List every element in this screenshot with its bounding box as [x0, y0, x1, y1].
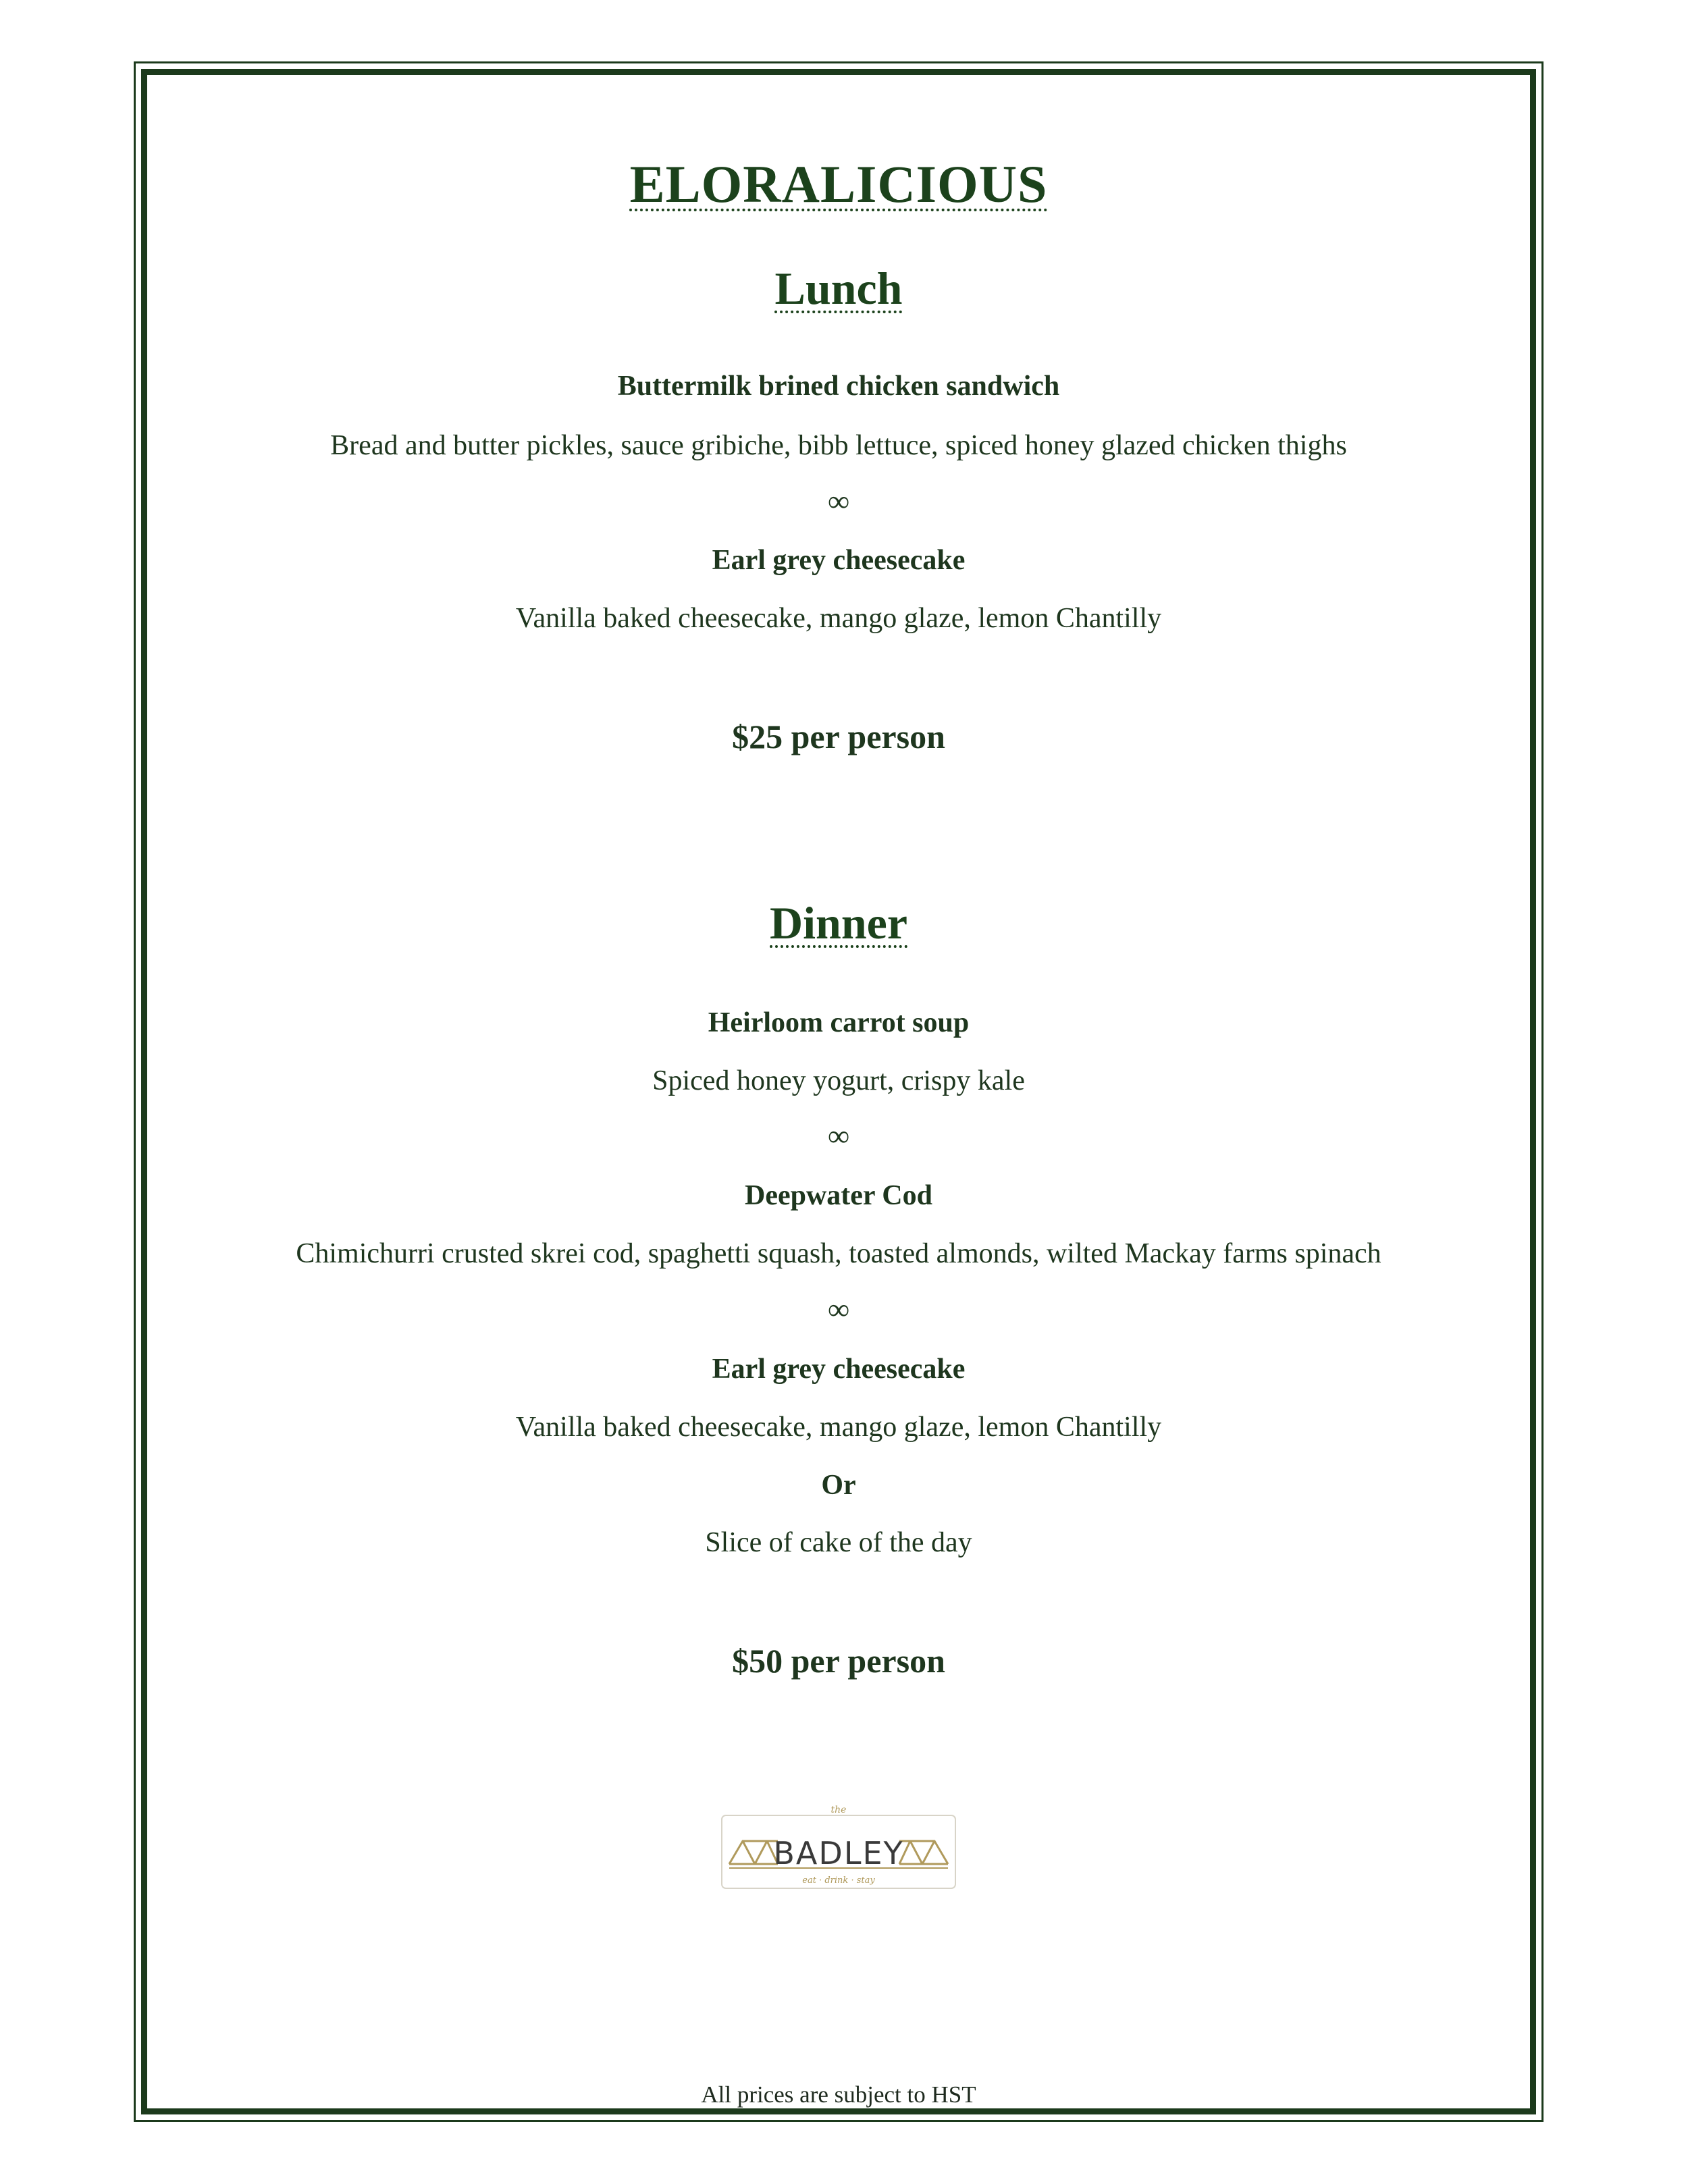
lunch-main-name: Buttermilk brined chicken sandwich [617, 371, 1060, 402]
menu-page [147, 75, 1530, 2108]
menu-title [147, 154, 1530, 215]
lunch-heading [147, 262, 1530, 315]
dinner-heading-text: Dinner [770, 897, 907, 949]
menu-title-text: ELORALICIOUS [629, 155, 1048, 213]
dinner-alt-dessert: Slice of cake of the day [705, 1527, 972, 1558]
lunch-price: $25 per person [732, 718, 945, 755]
lunch-dessert-desc: Vanilla baked cheesecake, mango glaze, lemon Chantilly [515, 603, 1162, 634]
lunch-main-desc: Bread and butter pickles, sauce gribiche, bibb lettuce, spiced honey glazed chicken thighs [330, 430, 1347, 461]
dinner-separator-2: ∞ [828, 1293, 849, 1326]
lunch-heading-text: Lunch [774, 263, 903, 314]
dinner-starter-desc: Spiced honey yogurt, crispy kale [652, 1065, 1025, 1096]
logo-tagline: eat · drink · stay [802, 1875, 875, 1886]
dinner-separator-1: ∞ [828, 1119, 849, 1152]
badley-logo [720, 1803, 957, 1891]
logo-small-text: the [830, 1805, 847, 1815]
dinner-main-desc: Chimichurri crusted skrei cod, spaghetti squash, toasted almonds, wilted Mackay farms spinach [296, 1238, 1381, 1269]
dinner-or-label: Or [821, 1470, 856, 1501]
dinner-starter-name: Heirloom carrot soup [708, 1007, 970, 1038]
logo-name: BADLEY [773, 1835, 904, 1871]
dinner-dessert-name: Earl grey cheesecake [712, 1354, 966, 1385]
dinner-price: $50 per person [732, 1642, 945, 1680]
lunch-dessert-name: Earl grey cheesecake [712, 545, 966, 576]
lunch-separator: ∞ [828, 485, 849, 518]
dinner-dessert-desc: Vanilla baked cheesecake, mango glaze, lemon Chantilly [515, 1412, 1162, 1443]
footer-note: All prices are subject to HST [701, 2081, 976, 2108]
dinner-main-name: Deepwater Cod [744, 1180, 932, 1211]
dinner-heading [147, 897, 1530, 950]
